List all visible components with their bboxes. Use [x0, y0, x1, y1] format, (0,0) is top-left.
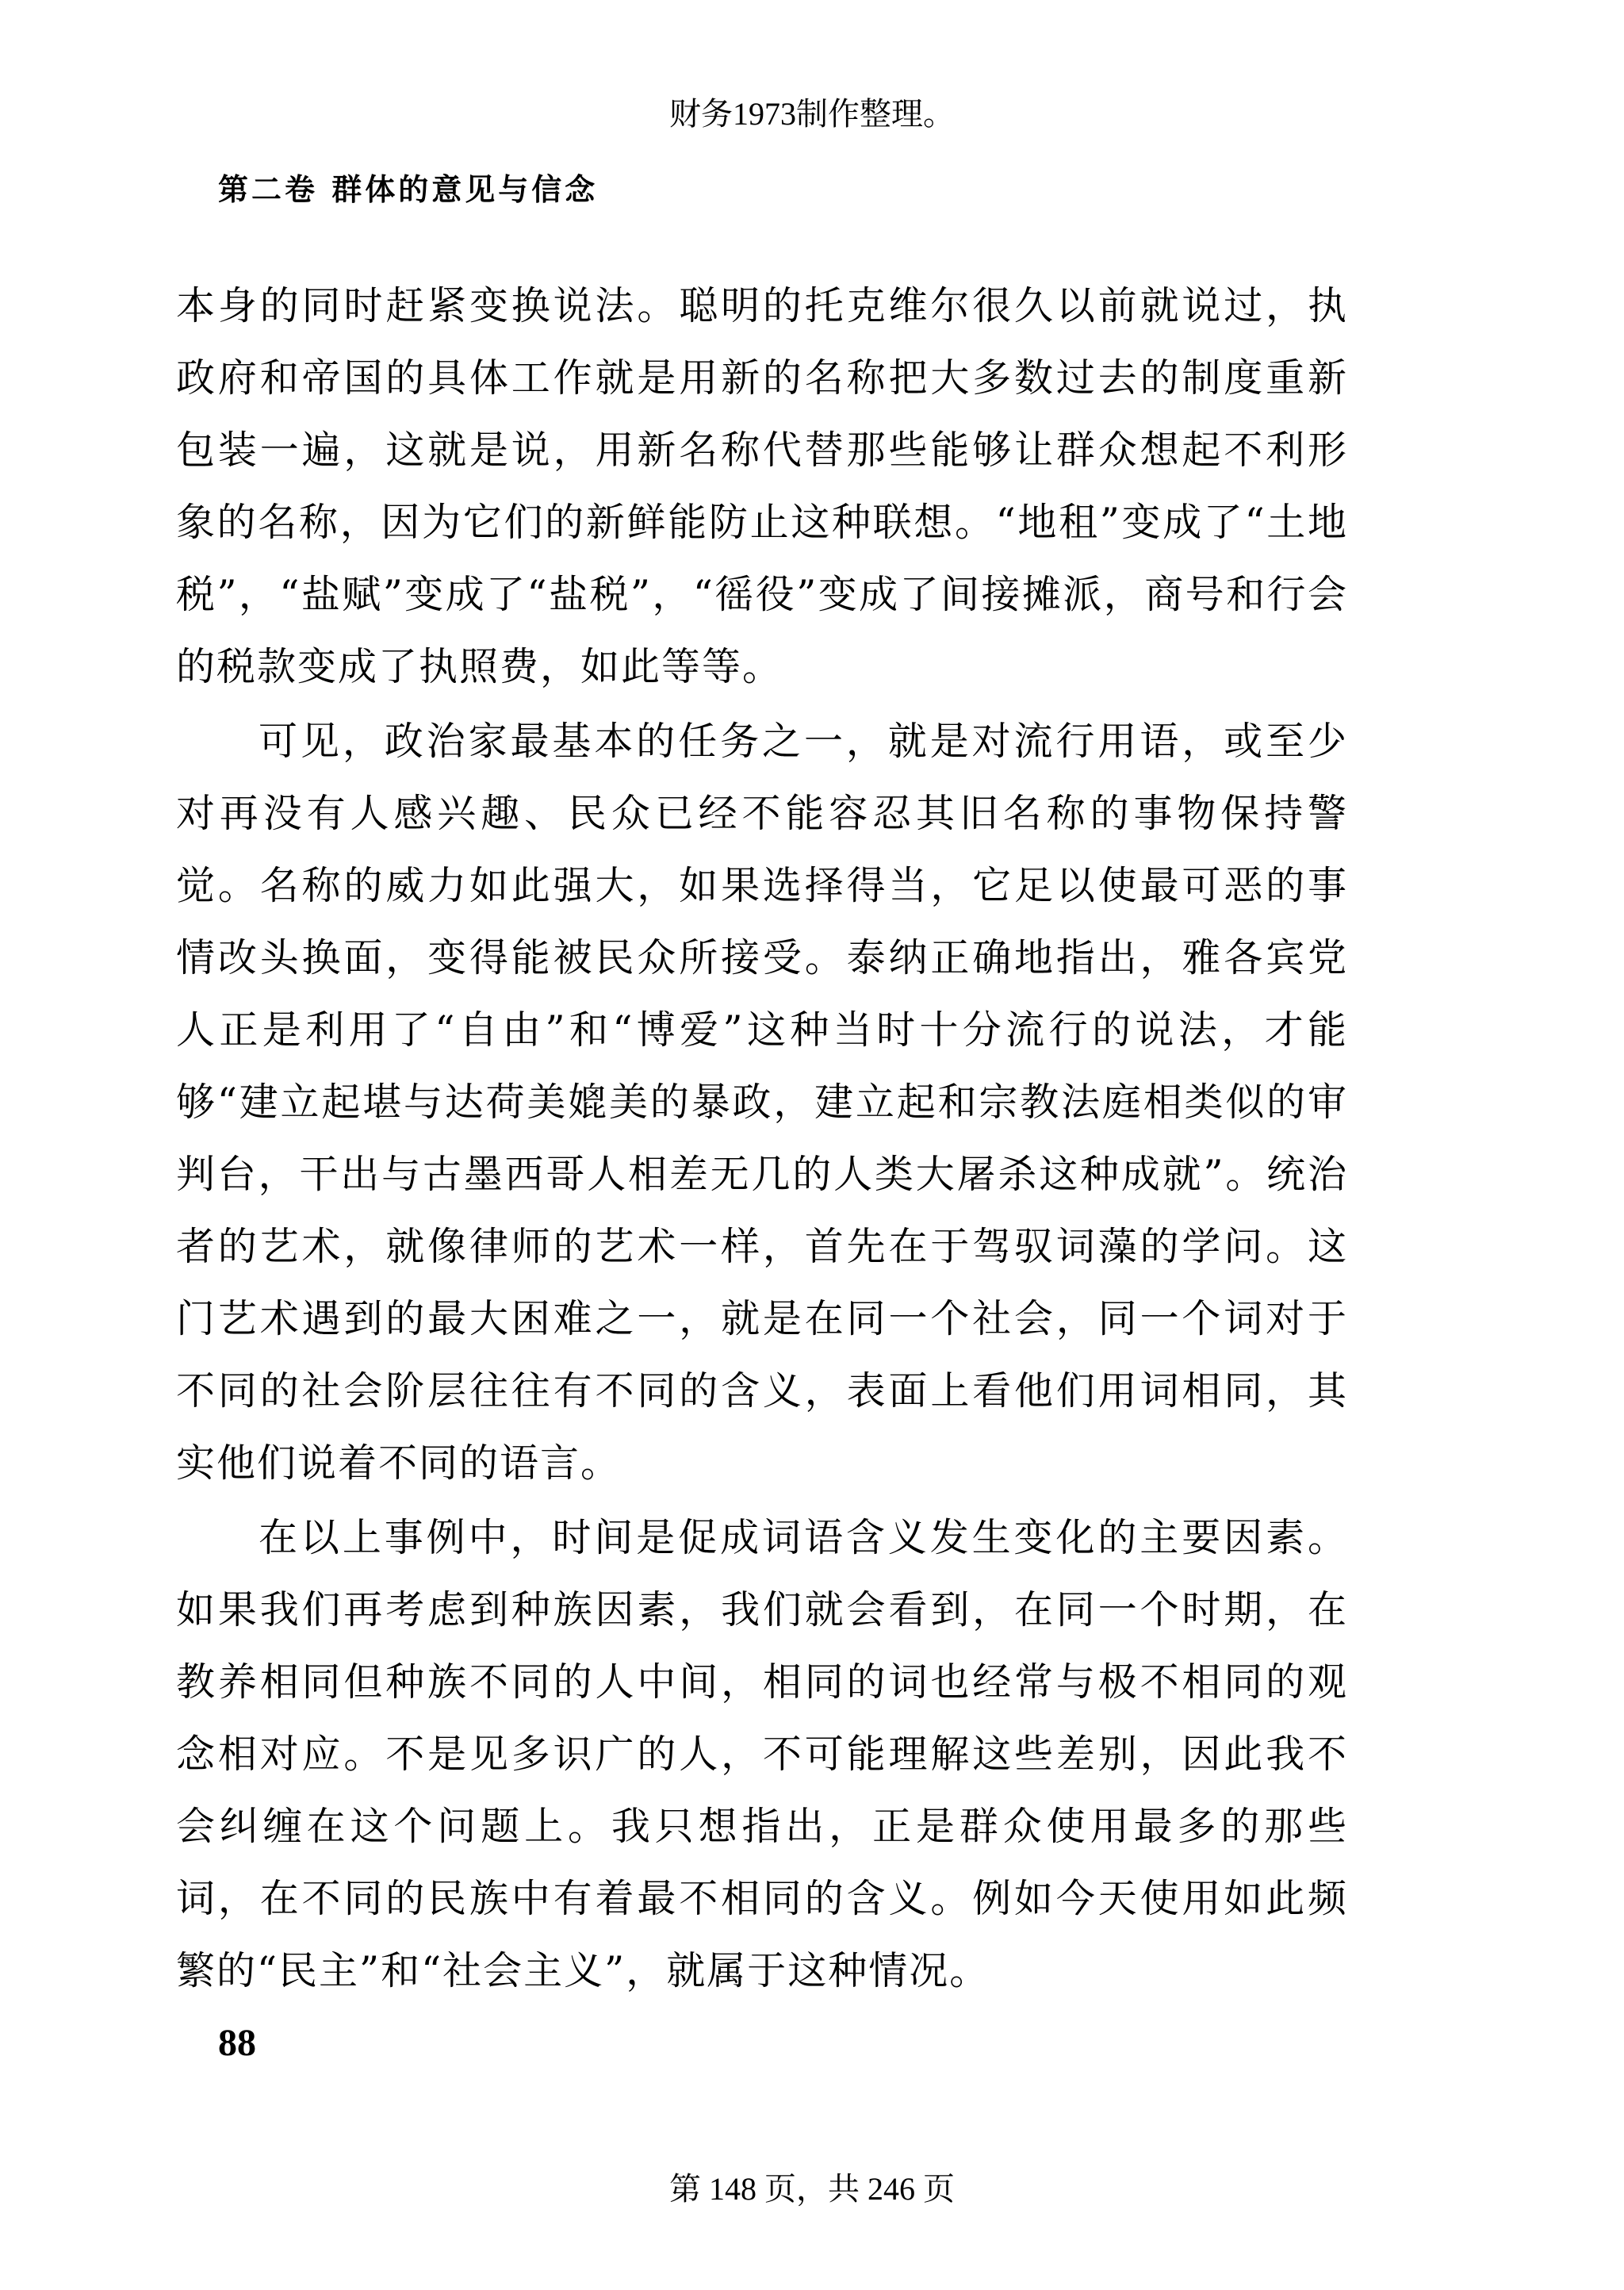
- paragraph-2: 可见，政治家最基本的任务之一，就是对流行用语，或至少对再没有人感兴趣、民众已经不能容忍其旧名称的事物保持警觉。名称的威力如此强大，如果选择得当，它足以使最可恶的事情改头换面，变得能被民众所接受。泰纳正确地指出，雅各宾党人正是利用了“自由”和“博爱”这种当时十分流行的说法，才能够“建立起堪与达荷美媲美的暴政，建立起和宗教法庭相类似的审判台，干出与古墨西哥人相差无几的人类大屠杀这种成就”。统治者的艺术，就像律师的艺术一样，首先在于驾驭词藻的学问。这门艺术遇到的最大困难之一，就是在同一个社会，同一个词对于不同的社会阶层往往有不同的含义，表面上看他们用词相同，其实他们说着不同的语言。: [176, 719, 1348, 1486]
- paragraph-1: 本身的同时赶紧变换说法。聪明的托克维尔很久以前就说过，执政府和帝国的具体工作就是用新的名称把大多数过去的制度重新包装一遍，这就是说，用新名称代替那些能够让群众想起不利形象的名称，因为它们的新鲜能防止这种联想。“地租”变成了“土地税”，“盐赋”变成了“盐税”，“徭役”变成了间接摊派，商号和行会的税款变成了执照费，如此等等。: [176, 283, 1348, 689]
- page-number: 88: [218, 2022, 256, 2064]
- paragraph-3: 在以上事例中，时间是促成词语含义发生变化的主要因素。如果我们再考虑到种族因素，我们就会看到，在同一个时期，在教养相同但种族不同的人中间，相同的词也经常与极不相同的观念相对应。不是见多识广的人，不可能理解这些差别，因此我不会纠缠在这个问题上。我只想指出，正是群众使用最多的那些词，在不同的民族中有着最不相同的含义。例如今天使用如此频繁的“民主”和“社会主义”，就属于这种情况。: [176, 1515, 1348, 1993]
- running-header: 第二卷 群体的意见与信念: [218, 171, 599, 207]
- body-text: [176, 270, 1348, 2009]
- top-note: 财务1973制作整理。: [669, 96, 955, 132]
- page-footer: 第 148 页，共 246 页: [669, 2171, 955, 2207]
